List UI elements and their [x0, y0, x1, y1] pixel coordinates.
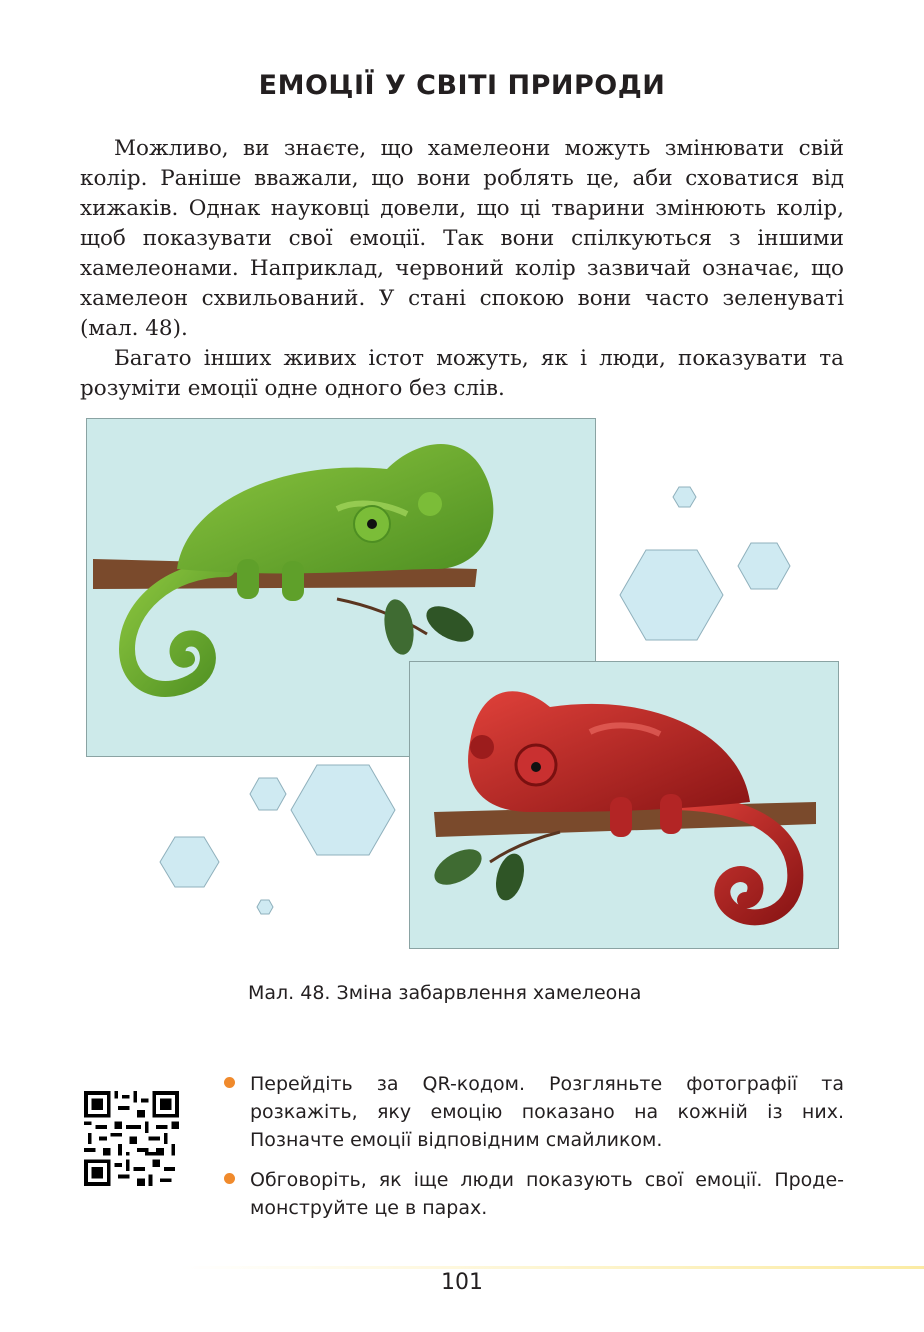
list-item: [222, 1166, 844, 1222]
hexagon: [257, 900, 273, 914]
paragraph-chameleons: [80, 134, 844, 344]
bullet-dot-icon: [224, 1173, 235, 1184]
footer-divider: [180, 1266, 924, 1269]
hexagon: [738, 543, 790, 589]
hexagon: [673, 487, 696, 507]
hexagon: [620, 550, 723, 640]
hexagon: [160, 837, 219, 887]
paragraph-1-text: Можливо, ви знаєте, що хамелеони можуть змінювати свій колір. Раніше вважали, що вони роблять це, аби сховатися від хижаків. Однак науковці довели, що ці тварини змінюють колір, щоб показувати свої емоції. Так вони спілкуються з іншими хамелеонами. Наприклад, червоний колір зазвичай означає, що хамелеон схвильований. У стані спокою вони часто зеленуваті (мал. 48).: [80, 136, 844, 341]
red-chameleon-icon: [410, 662, 838, 948]
red-chameleon-illustration: [409, 661, 839, 949]
task-list: [222, 1070, 844, 1234]
task-1-text: Перейдіть за QR-кодом. Розгляньте фотографії та розкажіть, яку емоцію показано на кожній із них. Позначте емоції відповідним смайликом.: [250, 1073, 844, 1151]
paragraph-other-creatures: [80, 344, 844, 404]
list-item: [222, 1070, 844, 1154]
hexagon: [291, 765, 395, 855]
bullet-dot-icon: [224, 1077, 235, 1088]
figure-caption: Мал. 48. Зміна забарвлення хамелеона: [248, 982, 642, 1004]
paragraph-2-text: Багато інших живих істот можуть, як і люди, показувати та розуміти емоції одне одного без слів.: [80, 346, 844, 401]
page-number: 101: [441, 1270, 483, 1295]
hexagon: [250, 778, 286, 810]
page-title: ЕМОЦІЇ У СВІТІ ПРИРОДИ: [258, 70, 666, 101]
task-2-text: Обговоріть, як іще люди показують свої емоції. Продемонструйте це в парах.: [250, 1169, 844, 1219]
qr-code-icon[interactable]: [84, 1091, 179, 1186]
